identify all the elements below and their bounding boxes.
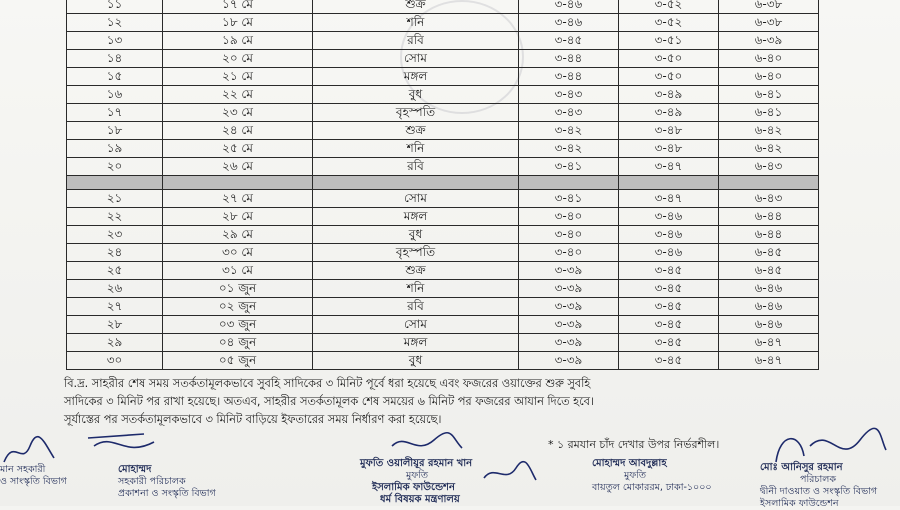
fajr-start-cell: ৩-৪৫: [619, 280, 719, 298]
serial-cell: ১২: [67, 14, 163, 32]
weekday-cell: সোম: [313, 190, 519, 208]
table-row: [67, 140, 819, 158]
fajr-start-cell: ৩-৪৬: [619, 226, 719, 244]
sig-left2-line2: ও সাংস্কৃতি বিভাগ: [0, 476, 67, 487]
iftar-cell: ৬-৪৬: [719, 316, 819, 334]
sig-right-line1: মোঃ আনিসুর রহমান: [760, 462, 843, 473]
signature-right: [760, 462, 877, 510]
sahri-end-cell: ৩-৩৯: [519, 262, 619, 280]
weekday-cell: শনি: [313, 140, 519, 158]
table-row: [67, 262, 819, 280]
sig-center-line3: ইসলামিক ফাউন্ডেশন: [372, 482, 455, 493]
signature-scribble-4: [480, 460, 540, 486]
table-row: [67, 226, 819, 244]
table-row: [67, 316, 819, 334]
iftar-cell: ৬-৪৩: [719, 158, 819, 176]
sahri-end-cell: ৩-৪৪: [519, 50, 619, 68]
weekday-cell: রবি: [313, 32, 519, 50]
sig-center-line4: ধর্ম বিষয়ক মন্ত্রণালয়: [380, 494, 460, 505]
date-cell: ০২ জুন: [163, 298, 313, 316]
sahri-end-cell: ৩-৪০: [519, 208, 619, 226]
note-line-3: সূর্যাস্তের পর সতর্কতামূলকভাবে ৩ মিনিট বাড়িয়ে ইফতারের সময় নির্ধারণ করা হয়েছে।: [64, 413, 442, 426]
date-cell: ২৮ মে: [163, 208, 313, 226]
iftar-cell: ৬-৪৫: [719, 244, 819, 262]
serial-cell: ২৯: [67, 334, 163, 352]
iftar-cell: ৬-৩৯: [719, 32, 819, 50]
table-row: [67, 122, 819, 140]
note-line-2: সাদিকের ৩ মিনিট পর রাখা হয়েছে। অতএব, সাহরীর সতর্কতামূলক শেষ সময়ের ৬ মিনিট পর ফজরের আযান দিতে হবে।: [64, 395, 594, 408]
note-line-1: বি.দ্র. সাহরীর শেষ সময় সতর্কতামূলকভাবে সুবহি সাদিকের ৩ মিনিট পূর্বে ধরা হয়েছে এবং ফজরের ওয়াক্তের শুরু সুবহি: [64, 377, 591, 390]
date-cell: ২২ মে: [163, 86, 313, 104]
date-cell: ২৫ মে: [163, 140, 313, 158]
date-cell: ১৯ মে: [163, 32, 313, 50]
date-cell: ২১ মে: [163, 68, 313, 86]
footnote: * ১ রমযান চাঁদ দেখার উপর নির্ভরশীল।: [548, 438, 720, 451]
serial-cell: ১৪: [67, 50, 163, 68]
serial-cell: ১৬: [67, 86, 163, 104]
divider-cell: [313, 176, 519, 190]
divider-cell: [619, 176, 719, 190]
weekday-cell: বুধ: [313, 86, 519, 104]
weekday-cell: মঙ্গল: [313, 208, 519, 226]
fajr-start-cell: ৩-৪৫: [619, 298, 719, 316]
table-row: [67, 86, 819, 104]
iftar-cell: ৬-৪৪: [719, 226, 819, 244]
fajr-start-cell: ৩-৪৫: [619, 262, 719, 280]
divider-cell: [67, 176, 163, 190]
serial-cell: ১৩: [67, 32, 163, 50]
iftar-cell: ৬-৪৭: [719, 334, 819, 352]
sig-right-line2: পরিচালক: [800, 474, 836, 485]
fajr-start-cell: ৩-৪৫: [619, 316, 719, 334]
sahri-end-cell: ৩-৪৬: [519, 0, 619, 14]
iftar-cell: ৬-৩৮: [719, 14, 819, 32]
table-row: [67, 32, 819, 50]
serial-cell: ২৮: [67, 316, 163, 334]
signature-center-2: [592, 458, 712, 494]
sahri-end-cell: ৩-৪৪: [519, 68, 619, 86]
date-cell: ৩০ মে: [163, 244, 313, 262]
serial-cell: ২১: [67, 190, 163, 208]
sahri-end-cell: ৩-৪৬: [519, 14, 619, 32]
iftar-cell: ৬-৪৪: [719, 208, 819, 226]
sig-left-line3: প্রকাশনা ও সংস্কৃতি বিভাগ: [118, 488, 216, 499]
fajr-start-cell: ৩-৪৯: [619, 104, 719, 122]
weekday-cell: বৃহস্পতি: [313, 244, 519, 262]
serial-cell: ১৭: [67, 104, 163, 122]
weekday-cell: মঙ্গল: [313, 334, 519, 352]
serial-cell: ১১: [67, 0, 163, 14]
sahri-end-cell: ৩-৪০: [519, 226, 619, 244]
fajr-start-cell: ৩-৪৮: [619, 140, 719, 158]
signature-scribble-3: [386, 430, 466, 458]
sig-left2-line1: মান সহকারী: [0, 464, 46, 475]
weekday-cell: রবি: [313, 298, 519, 316]
fajr-start-cell: ৩-৪৭: [619, 190, 719, 208]
weekday-cell: শনি: [313, 14, 519, 32]
iftar-cell: ৬-৪১: [719, 104, 819, 122]
table-row: [67, 298, 819, 316]
table-row: [67, 158, 819, 176]
date-cell: ০৩ জুন: [163, 316, 313, 334]
serial-cell: ১৫: [67, 68, 163, 86]
table-row: [67, 244, 819, 262]
serial-cell: ৩০: [67, 352, 163, 370]
sahri-end-cell: ৩-৩৯: [519, 280, 619, 298]
divider-cell: [519, 176, 619, 190]
table-row: [67, 50, 819, 68]
table-row: [67, 334, 819, 352]
sahri-end-cell: ৩-৩৯: [519, 316, 619, 334]
table-row: [67, 190, 819, 208]
serial-cell: ২০: [67, 158, 163, 176]
note-block: [64, 375, 824, 429]
serial-cell: ১৯: [67, 140, 163, 158]
iftar-cell: ৬-৪২: [719, 122, 819, 140]
iftar-cell: ৬-৩৮: [719, 0, 819, 14]
weekday-cell: বুধ: [313, 226, 519, 244]
serial-cell: ২৩: [67, 226, 163, 244]
weekday-cell: সোম: [313, 316, 519, 334]
sahri-end-cell: ৩-৩৯: [519, 298, 619, 316]
sahri-end-cell: ৩-৪৩: [519, 86, 619, 104]
date-cell: ২৪ মে: [163, 122, 313, 140]
fajr-start-cell: ৩-৪৬: [619, 244, 719, 262]
section-divider-row: [67, 176, 819, 190]
table-row: [67, 104, 819, 122]
iftar-cell: ৬-৪৩: [719, 190, 819, 208]
serial-cell: ২৫: [67, 262, 163, 280]
date-cell: ০৫ জুন: [163, 352, 313, 370]
sig-center2-line3: বায়তুল মোকাররম, ঢাকা-১০০০: [592, 482, 712, 493]
fajr-start-cell: ৩-৪৫: [619, 334, 719, 352]
weekday-cell: শুক্র: [313, 262, 519, 280]
divider-cell: [163, 176, 313, 190]
fajr-start-cell: ৩-৫২: [619, 14, 719, 32]
weekday-cell: সোম: [313, 50, 519, 68]
weekday-cell: মঙ্গল: [313, 68, 519, 86]
date-cell: ৩১ মে: [163, 262, 313, 280]
serial-cell: ২৪: [67, 244, 163, 262]
weekday-cell: রবি: [313, 158, 519, 176]
serial-cell: ২৭: [67, 298, 163, 316]
table-row: [67, 280, 819, 298]
fajr-start-cell: ৩-৫০: [619, 50, 719, 68]
fajr-start-cell: ৩-৪৯: [619, 86, 719, 104]
fajr-start-cell: ৩-৪৫: [619, 352, 719, 370]
sig-center-line1: মুফতি ওয়ালীয়ূর রহমান খান: [360, 458, 473, 469]
weekday-cell: শুক্র: [313, 122, 519, 140]
iftar-cell: ৬-৪২: [719, 140, 819, 158]
serial-cell: ১৮: [67, 122, 163, 140]
date-cell: ২৯ মে: [163, 226, 313, 244]
date-cell: ২৩ মে: [163, 104, 313, 122]
sahri-end-cell: ৩-৪৫: [519, 32, 619, 50]
date-cell: ০৪ জুন: [163, 334, 313, 352]
table-row: [67, 352, 819, 370]
sahri-end-cell: ৩-৪৩: [519, 104, 619, 122]
date-cell: ১৭ মে: [163, 0, 313, 14]
signature-left: [118, 464, 216, 500]
table-row: [67, 0, 819, 14]
iftar-cell: ৬-৪৭: [719, 352, 819, 370]
iftar-cell: ৬-৪৫: [719, 262, 819, 280]
signature-scribble-2: [84, 428, 164, 462]
date-cell: ২০ মে: [163, 50, 313, 68]
fajr-start-cell: ৩-৫১: [619, 32, 719, 50]
sig-center2-line2: মুফতি: [624, 470, 647, 481]
fajr-start-cell: ৩-৫২: [619, 0, 719, 14]
weekday-cell: বুধ: [313, 352, 519, 370]
fajr-start-cell: ৩-৪৬: [619, 208, 719, 226]
sahri-end-cell: ৩-৪২: [519, 122, 619, 140]
signature-left-2: [0, 464, 67, 488]
divider-cell: [719, 176, 819, 190]
sahri-end-cell: ৩-৩৯: [519, 334, 619, 352]
date-cell: ২৭ মে: [163, 190, 313, 208]
signature-center: [360, 458, 472, 506]
fajr-start-cell: ৩-৪৭: [619, 158, 719, 176]
ramadan-timetable: [66, 0, 819, 370]
iftar-cell: ৬-৪৬: [719, 280, 819, 298]
sig-left-line2: সহকারী পরিচালক: [118, 476, 186, 487]
weekday-cell: বৃহস্পতি: [313, 104, 519, 122]
date-cell: ২৬ মে: [163, 158, 313, 176]
sahri-end-cell: ৩-৪১: [519, 190, 619, 208]
weekday-cell: শুক্র: [313, 0, 519, 14]
iftar-cell: ৬-৪০: [719, 50, 819, 68]
sahri-end-cell: ৩-৪২: [519, 140, 619, 158]
weekday-cell: শনি: [313, 280, 519, 298]
sig-center2-line1: মোহাম্মদ আবদুল্লাহ: [592, 458, 667, 469]
iftar-cell: ৬-৪০: [719, 68, 819, 86]
sig-right-line3: দ্বীনী দাওয়াত ও সংস্কৃতি বিভাগ: [760, 486, 878, 497]
date-cell: ১৮ মে: [163, 14, 313, 32]
sahri-end-cell: ৩-৪১: [519, 158, 619, 176]
table-row: [67, 68, 819, 86]
fajr-start-cell: ৩-৫০: [619, 68, 719, 86]
sig-left-line1: মোহাম্মদ: [118, 464, 152, 475]
sig-right-line4: ইসলামিক ফাউন্ডেশন: [760, 498, 839, 509]
iftar-cell: ৬-৪১: [719, 86, 819, 104]
sahri-end-cell: ৩-৩৯: [519, 352, 619, 370]
table-row: [67, 208, 819, 226]
fajr-start-cell: ৩-৪৮: [619, 122, 719, 140]
date-cell: ০১ জুন: [163, 280, 313, 298]
serial-cell: ২৬: [67, 280, 163, 298]
sig-center-line2: মুফতি: [406, 470, 429, 481]
serial-cell: ২২: [67, 208, 163, 226]
sahri-end-cell: ৩-৪০: [519, 244, 619, 262]
table-row: [67, 14, 819, 32]
iftar-cell: ৬-৪৬: [719, 298, 819, 316]
